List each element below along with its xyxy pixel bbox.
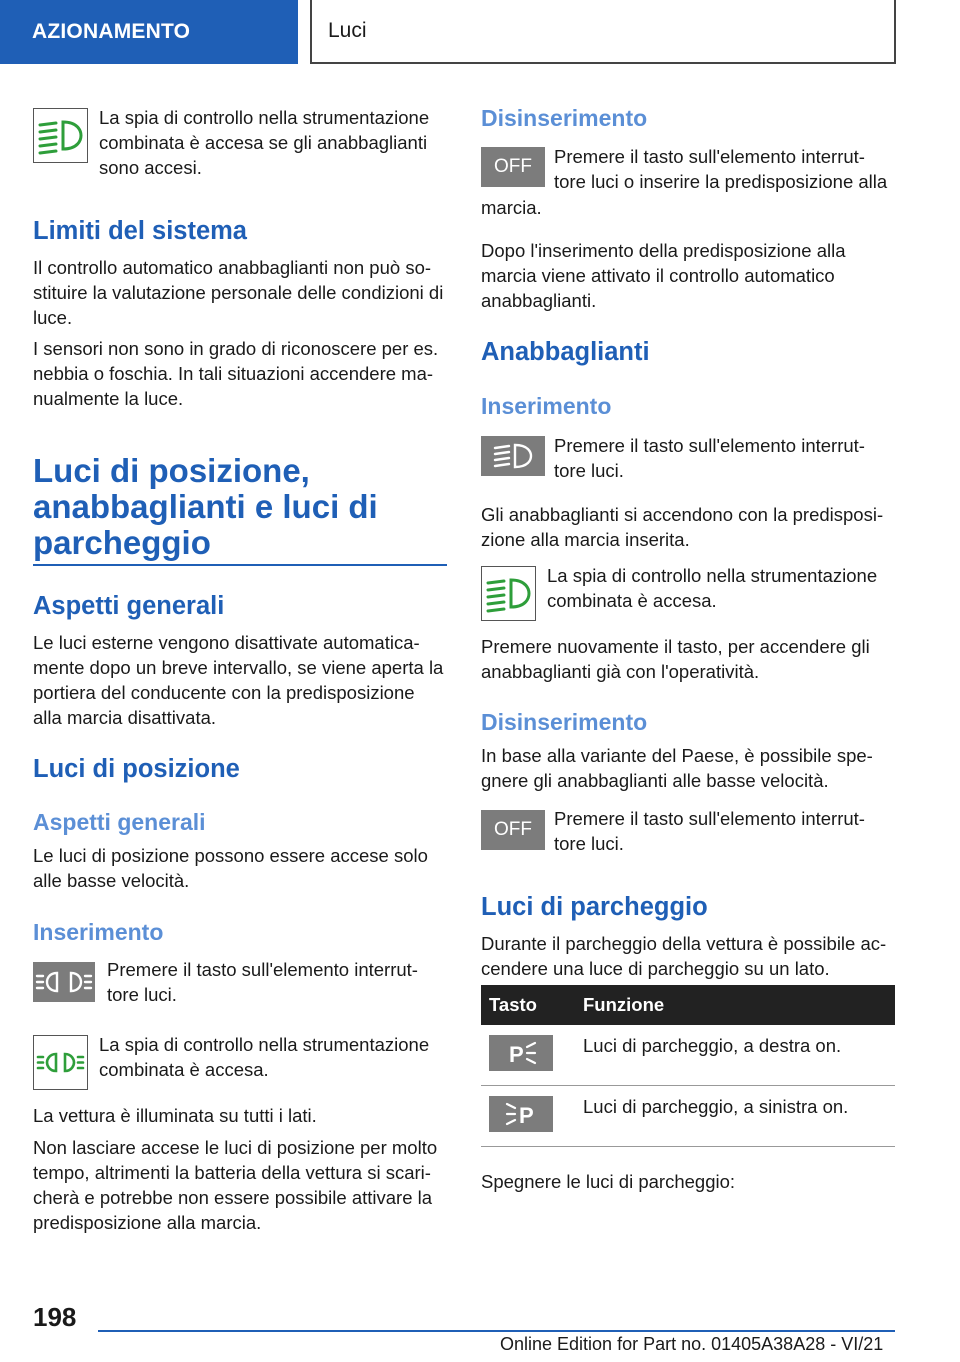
- heading-posizione: Luci di posizione: [33, 755, 240, 783]
- section-tab: [0, 0, 298, 64]
- footer-divider: [98, 1330, 895, 1332]
- paragraph: Dopo l'inserimento della predisposizione alla marcia viene attivato il controllo automatico anabbaglianti.: [481, 240, 846, 311]
- off-key-label: OFF: [494, 819, 532, 840]
- chapter-title-line-1: Luci di posizione,: [33, 452, 310, 489]
- heading-limiti: Limiti del sistema: [33, 217, 247, 245]
- paragraph: Le luci di posizione possono essere accese solo alle basse velocità.: [33, 845, 428, 891]
- table-header-row: [481, 985, 895, 1025]
- chapter-title-line-3: parcheggio: [33, 524, 211, 561]
- instruction-text: Premere il tasto sull'elemento interrut-tore luci.: [554, 808, 865, 854]
- paragraph: I sensori non sono in grado di riconoscere per es. nebbia o foschia. In tali situazioni accendere ma-nualmente la luce.: [33, 338, 439, 409]
- subheading-aspetti: Aspetti generali: [33, 809, 206, 835]
- paragraph: Premere nuovamente il tasto, per accendere gli anabbaglianti già con l'operatività.: [481, 636, 870, 682]
- paragraph: Gli anabbaglianti si accendono con la predisposi-zione alla marcia inserita.: [481, 504, 884, 550]
- indicator-text: La spia di controllo nella strumentazione combinata è accesa.: [547, 565, 878, 611]
- instruction-text-wrap: marcia.: [481, 197, 542, 218]
- table-row: [481, 1025, 895, 1086]
- function-cell: Luci di parcheggio, a sinistra on.: [575, 1086, 895, 1147]
- instruction-text: Premere il tasto sull'elemento interrut-tore luci.: [107, 959, 418, 1005]
- off-key-label: OFF: [494, 156, 532, 177]
- instruction-text: Premere il tasto sull'elemento interrut-tore luci.: [554, 435, 865, 481]
- svg-text:P: P: [519, 1103, 534, 1128]
- paragraph: Spegnere le luci di parcheggio:: [481, 1171, 736, 1192]
- svg-text:P: P: [509, 1042, 524, 1067]
- indicator-text: La spia di controllo nella strumentazione combinata è accesa.: [99, 1034, 430, 1080]
- chapter-title-line-2: anabbaglianti e luci di: [33, 488, 378, 525]
- column-header: Funzione: [575, 985, 895, 1025]
- heading-parcheggio: Luci di parcheggio: [481, 893, 708, 921]
- low-beam-indicator-icon: [33, 108, 88, 163]
- paragraph: La vettura è illuminata su tutti i lati.: [33, 1105, 317, 1126]
- section-label: AZIONAMENTO: [32, 20, 191, 43]
- page-number: 198: [33, 1302, 77, 1332]
- key-cell: [481, 1086, 575, 1147]
- parking-lights-key-icon: [33, 962, 95, 1002]
- paragraph: Durante il parcheggio della vettura è possibile ac-cendere una luce di parcheggio su un lato.: [481, 933, 887, 979]
- page-header: [310, 0, 896, 64]
- parking-light-right-key-icon: [489, 1035, 553, 1071]
- edition-text: Online Edition for Part no. 01405A38A28 - VI/21: [500, 1334, 884, 1354]
- function-table: [481, 985, 895, 1147]
- table-row: [481, 1086, 895, 1147]
- function-cell: Luci di parcheggio, a destra on.: [575, 1025, 895, 1086]
- parking-light-left-key-icon: [489, 1096, 553, 1132]
- instruction-text-line: Premere il tasto sull'elemento interrut- tore luci o inserire la predisposizione alla: [554, 146, 888, 192]
- off-key-icon: [481, 147, 545, 187]
- indicator-text: La spia di controllo nella strumentazione combinata è accesa se gli anabbaglianti sono accesi.: [99, 107, 430, 178]
- chapter-divider: [33, 564, 447, 566]
- parking-lights-indicator-icon: [33, 1035, 88, 1090]
- heading-aspetti: Aspetti generali: [33, 592, 225, 620]
- off-key-icon: [481, 810, 545, 850]
- subheading-inserimento: Inserimento: [33, 919, 164, 945]
- heading-anabbaglianti: Anabbaglianti: [481, 338, 650, 366]
- key-cell: [481, 1025, 575, 1086]
- paragraph: Le luci esterne vengono disattivate automatica-mente dopo un breve intervallo, se viene aperta la portiera del conducente con la predisposizione alla marcia disattivata.: [33, 632, 444, 728]
- page-title: Luci: [328, 19, 367, 42]
- paragraph: Il controllo automatico anabbaglianti non può so-stituire la valutazione personale delle condizioni di luce.: [33, 257, 444, 328]
- paragraph: In base alla variante del Paese, è possibile spe-gnere gli anabbaglianti alle basse velocità.: [481, 745, 873, 791]
- subheading-inserimento: Inserimento: [481, 393, 612, 419]
- subheading-disinserimento: Disinserimento: [481, 709, 648, 735]
- low-beam-indicator-icon: [481, 566, 536, 621]
- column-header: Tasto: [481, 985, 575, 1025]
- low-beam-key-icon: [481, 436, 545, 476]
- paragraph: Non lasciare accese le luci di posizione per molto tempo, altrimenti la batteria della vettura si scari-cherà e potrebbe non essere possibile attivare la predisposizione alla marcia.: [33, 1137, 438, 1233]
- subheading-disinserimento: Disinserimento: [481, 105, 648, 131]
